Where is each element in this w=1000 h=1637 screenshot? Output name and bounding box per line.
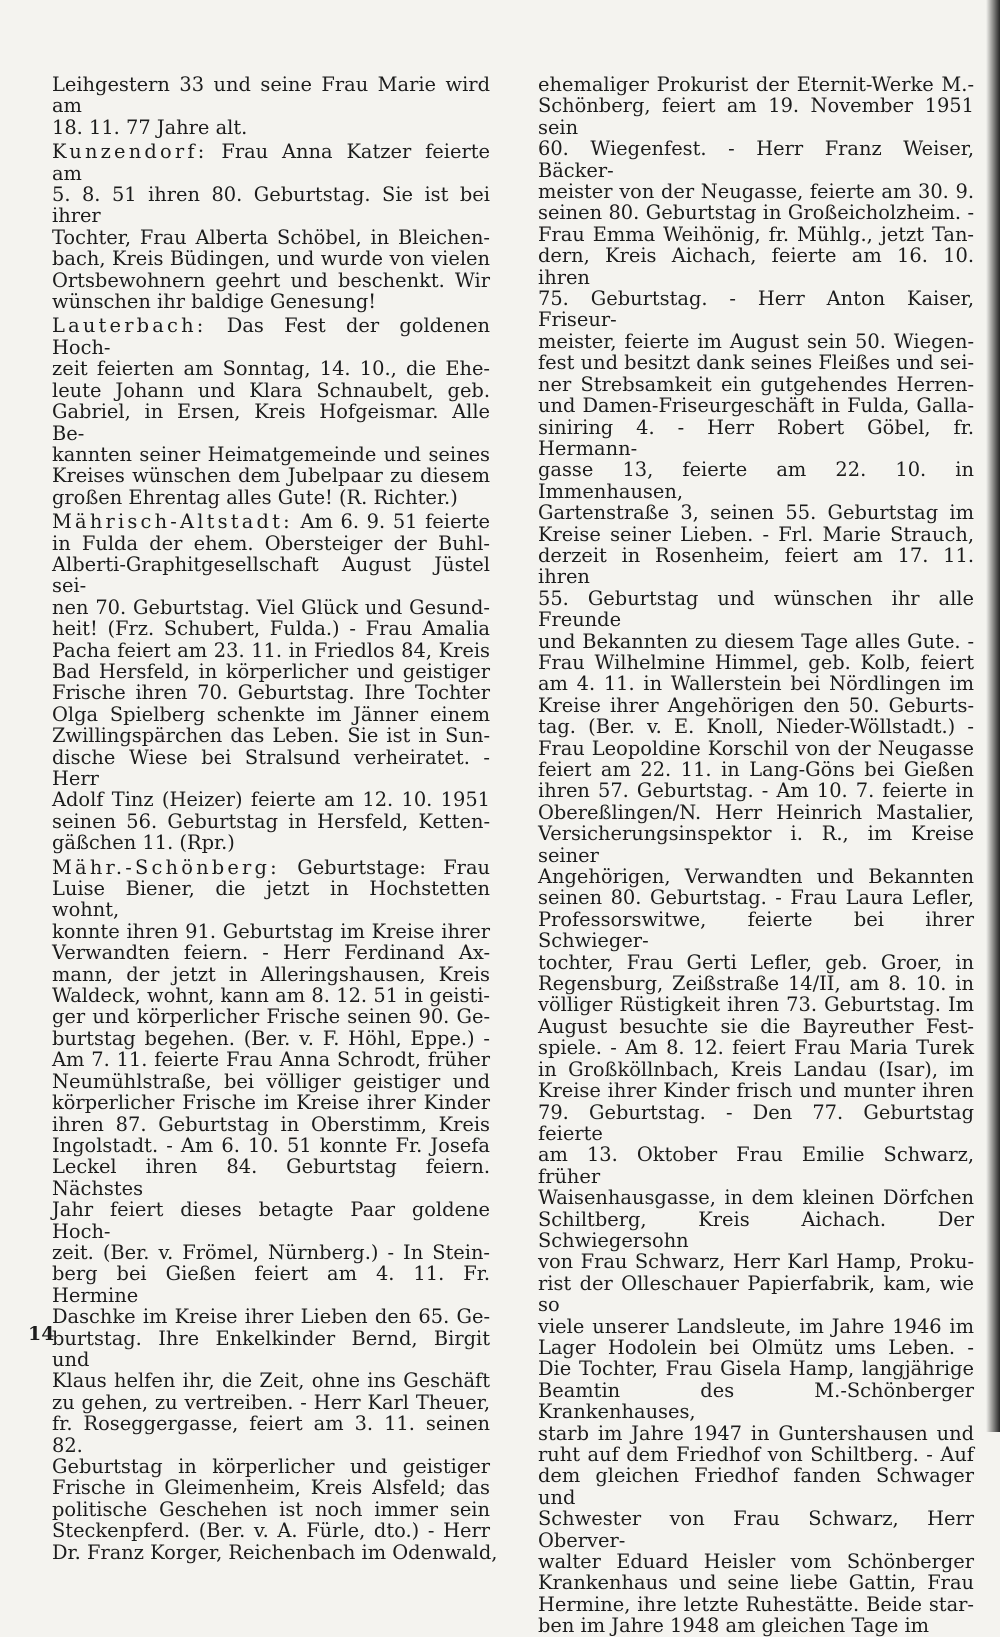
text-line: Schwester von Frau Schwarz, Herr Oberver- xyxy=(538,1507,974,1552)
text-line: Angehörigen, Verwandten und Bekannten xyxy=(538,865,974,889)
text-line: kannten seiner Heimatgemeinde und seines xyxy=(52,442,490,466)
text-line: am 13. Oktober Frau Emilie Schwarz, früher xyxy=(538,1143,974,1188)
text-line: August besuchte sie die Bayreuther Fest- xyxy=(538,1014,974,1038)
text-line: Neumühlstraße, bei völliger geistiger und xyxy=(52,1069,490,1093)
text-line: zeit feierten am Sonntag, 14. 10., die Ehe- xyxy=(52,357,490,381)
text-line: Waisenhausgasse, in dem kleinen Dörfchen xyxy=(538,1186,974,1210)
text-line: Frau Emma Weihönig, fr. Mühlg., jetzt Tan- xyxy=(538,222,974,246)
text-line: Steckenpferd. (Ber. v. A. Fürle, dto.) - Herr xyxy=(52,1519,490,1543)
text-line: großen Ehrentag alles Gute! (R. Richter.) xyxy=(52,485,458,509)
text-line: viele unserer Landsleute, im Jahre 1946 im xyxy=(538,1314,974,1338)
text-line: und Damen-Friseurgeschäft in Fulda, Galla- xyxy=(538,394,974,418)
text-line: Frische ihren 70. Geburtstag. Ihre Tochter xyxy=(52,681,490,705)
text-line: Pacha feiert am 23. 11. in Friedlos 84, Kreis xyxy=(52,638,490,662)
text-line: gäßchen 11. (Rpr.) xyxy=(52,831,235,855)
text-line: politische Geschehen ist noch immer sein xyxy=(52,1497,490,1521)
text-line: ner Strebsamkeit ein gutgehendes Herren- xyxy=(538,372,974,396)
text-line: Gabriel, in Ersen, Kreis Hofgeismar. Alle Be- xyxy=(52,400,490,445)
text-line: ehemaliger Prokurist der Eternit-Werke M.- xyxy=(538,73,974,96)
text-line: ruht auf dem Friedhof von Schiltberg. - Auf xyxy=(538,1443,974,1466)
text-line: Regensburg, Zeißstraße 14/II, am 8. 10. in xyxy=(538,972,974,996)
text-line: Luise Biener, die jetzt in Hochstetten wohnt, xyxy=(52,877,490,922)
text-line: 5. 8. 51 ihren 80. Geburtstag. Sie ist bei ihrer xyxy=(52,183,490,228)
text-line: fr. Roseggergasse, feiert am 3. 11. seinen 82. xyxy=(52,1412,490,1457)
text-line: Ingolstadt. - Am 6. 10. 51 konnte Fr. Josefa xyxy=(52,1133,490,1157)
text-line: nen 70. Geburtstag. Viel Glück und Gesund- xyxy=(52,595,490,619)
text-line: ger und körperlicher Frische seinen 90. Ge- xyxy=(52,1005,490,1029)
text-line: Olga Spielberg schenkte im Jänner einem xyxy=(52,702,490,726)
text-line: konnte ihren 91. Geburtstag im Kreise ihrer xyxy=(52,919,490,943)
text-line: zu gehen, zu vertreiben. - Herr Karl Theuer, xyxy=(52,1390,490,1414)
text-line: Leckel ihren 84. Geburtstag feiern. Nächstes xyxy=(52,1155,490,1200)
text-line: burtstag begehen. (Ber. v. F. Höhl, Eppe.) - xyxy=(52,1026,490,1050)
text-line: bach, Kreis Büdingen, und wurde von vielen xyxy=(52,247,490,271)
text-line: burtstag. Ihre Enkelkinder Bernd, Birgit und xyxy=(52,1326,490,1371)
text-line: dern, Kreis Aichach, feierte am 16. 10. ihren xyxy=(538,244,974,289)
text-line: völliger Rüstigkeit ihren 73. Geburtstag. Im xyxy=(538,993,974,1017)
text-line: Daschke im Kreise ihrer Lieben den 65. Ge- xyxy=(52,1305,490,1329)
text-line xyxy=(52,511,490,532)
place-heading: Lauterbach: xyxy=(52,314,207,338)
text-line: feiert am 22. 11. in Lang-Göns bei Gießen xyxy=(538,758,974,781)
text-line: und Bekannten zu diesem Tage alles Gute. - xyxy=(538,629,974,653)
text-line: Kreise ihrer Kinder frisch und munter ihren xyxy=(538,1079,974,1103)
column-paragraph xyxy=(538,74,974,1637)
column-paragraph xyxy=(52,855,498,1564)
text-line: meister von der Neugasse, feierte am 30. 9. xyxy=(538,180,974,204)
text-line: Lager Hodolein bei Olmütz ums Leben. - xyxy=(538,1335,974,1359)
text-line: zeit. (Ber. v. Frömel, Nürnberg.) - In Stein- xyxy=(52,1240,490,1264)
page-number: 14 xyxy=(28,1323,55,1345)
column-paragraph xyxy=(52,511,490,854)
text-line: Waldeck, wohnt, kann am 8. 12. 51 in geisti- xyxy=(52,984,490,1008)
text-line xyxy=(52,141,490,184)
text-line: Verwandten feiern. - Herr Ferdinand Ax- xyxy=(52,941,490,965)
text-line: ben im Jahre 1948 am gleichen Tage im xyxy=(538,1614,930,1637)
text-line: 75. Geburtstag. - Herr Anton Kaiser, Friseur- xyxy=(538,287,974,332)
text-line: in Großköllnbach, Kreis Landau (Isar), im xyxy=(538,1057,974,1081)
text-line: körperlicher Frische im Kreise ihrer Kinder xyxy=(52,1091,490,1115)
text-line: Beamtin des M.-Schönberger Krankenhauses, xyxy=(538,1378,974,1424)
text-line: 79. Geburtstag. - Den 77. Geburtstag feierte xyxy=(538,1100,974,1145)
text-line-rest: Frau Anna Katzer feierte am xyxy=(52,140,490,185)
text-line: Die Tochter, Frau Gisela Hamp, langjährige xyxy=(538,1357,974,1381)
column-paragraph xyxy=(52,315,490,508)
text-line: Ortsbewohnern geehrt und beschenkt. Wir xyxy=(52,268,490,292)
text-line: Kreise seiner Lieben. - Frl. Marie Strauch, xyxy=(538,522,974,546)
left-text-column xyxy=(52,73,498,1564)
text-line: gasse 13, feierte am 22. 10. in Immenhausen, xyxy=(538,458,974,503)
text-line: 55. Geburtstag und wünschen ihr alle Freunde xyxy=(538,586,974,632)
text-line: heit! (Frz. Schubert, Fulda.) - Frau Amalia xyxy=(52,617,490,641)
text-line-rest: Geburtstage: Frau xyxy=(279,855,490,879)
text-line: Am 7. 11. feierte Frau Anna Schrodt, früher xyxy=(52,1048,490,1072)
text-line: Dr. Franz Korger, Reichenbach im Odenwald, xyxy=(52,1540,498,1564)
right-text-column xyxy=(538,74,974,1637)
text-line-rest: Am 6. 9. 51 feierte xyxy=(292,510,490,534)
text-line: ihren 87. Geburtstag in Oberstimm, Kreis xyxy=(52,1112,490,1136)
text-line xyxy=(52,315,490,358)
text-line: dem gleichen Friedhof fanden Schwager und xyxy=(538,1464,974,1509)
text-line: rist der Olleschauer Papierfabrik, kam, wie so xyxy=(538,1271,974,1317)
text-line: mann, der jetzt in Alleringshausen, Kreis xyxy=(52,962,490,986)
text-line: Geburtstag in körperlicher und geistiger xyxy=(52,1455,490,1478)
text-line: Frau Leopoldine Korschil von der Neugasse xyxy=(538,736,974,760)
text-line: berg bei Gießen feiert am 4. 11. Fr. Hermine xyxy=(52,1262,490,1307)
text-line: derzeit in Rosenheim, feiert am 17. 11. ihren xyxy=(538,543,974,589)
text-line: Leihgestern 33 und seine Frau Marie wird am xyxy=(52,73,490,118)
text-line: walter Eduard Heisler vom Schönberger xyxy=(538,1550,974,1574)
place-heading: Mähr.-Schönberg: xyxy=(52,855,280,879)
text-line: Schiltberg, Kreis Aichach. Der Schwiegersohn xyxy=(538,1207,974,1252)
text-line: Jahr feiert dieses betagte Paar goldene Hoch- xyxy=(52,1198,490,1243)
text-line: in Fulda der ehem. Obersteiger der Buhl- xyxy=(52,531,490,555)
text-line: Adolf Tinz (Heizer) feierte am 12. 10. 1951 xyxy=(52,788,490,812)
text-line: seinen 80. Geburtstag. - Frau Laura Lefler, xyxy=(538,886,974,910)
text-line: Kreise ihrer Angehörigen den 50. Geburts- xyxy=(538,693,974,717)
text-line: Professorswitwe, feierte bei ihrer Schwieger- xyxy=(538,907,974,953)
text-line: dische Wiese bei Stralsund verheiratet. - Herr xyxy=(52,745,490,790)
text-line: siniring 4. - Herr Robert Göbel, fr. Hermann- xyxy=(538,415,974,460)
place-heading: Mährisch-Altstadt: xyxy=(52,510,293,534)
text-line: tag. (Ber. v. E. Knoll, Nieder-Wöllstadt.) - xyxy=(538,715,974,739)
column-paragraph xyxy=(52,141,490,312)
text-line: Frische in Gleimenheim, Kreis Alsfeld; das xyxy=(52,1476,490,1500)
text-line: leute Johann und Klara Schnaubelt, geb. xyxy=(52,378,490,402)
binding-edge-shadow xyxy=(986,0,1000,1432)
text-line: am 4. 11. in Wallerstein bei Nördlingen im xyxy=(538,672,974,696)
place-heading: Kunzendorf: xyxy=(52,140,208,164)
text-line: Tochter, Frau Alberta Schöbel, in Bleichen- xyxy=(52,225,490,249)
text-line: fest und besitzt dank seines Fleißes und sei- xyxy=(538,351,974,375)
text-line: seinen 80. Geburtstag in Großeicholzheim. - xyxy=(538,201,974,225)
text-line: Schönberg, feiert am 19. November 1951 sein xyxy=(538,94,974,139)
text-line: Zwillingspärchen das Leben. Sie ist in Sun- xyxy=(52,724,490,748)
text-line: Bad Hersfeld, in körperlicher und geistiger xyxy=(52,659,490,683)
text-line: tochter, Frau Gerti Lefler, geb. Groer, in xyxy=(538,950,974,974)
text-line: 60. Wiegenfest. - Herr Franz Weiser, Bäcker- xyxy=(538,137,974,182)
text-line: seinen 56. Geburtstag in Hersfeld, Ketten- xyxy=(52,809,490,833)
text-line: 18. 11. 77 Jahre alt. xyxy=(52,115,248,139)
text-line: Krankenhaus und seine liebe Gattin, Frau xyxy=(538,1571,974,1595)
text-line: Versicherungsinspektor i. R., im Kreise seiner xyxy=(538,822,974,867)
text-line: ihren 57. Geburtstag. - Am 10. 7. feierte in xyxy=(538,779,974,803)
text-line: Hermine, ihre letzte Ruhestätte. Beide star- xyxy=(538,1592,974,1616)
text-line: Kreises wünschen dem Jubelpaar zu diesem xyxy=(52,464,490,488)
text-line-rest: Das Fest der goldenen Hoch- xyxy=(52,314,490,359)
text-line: spiele. - Am 8. 12. feiert Frau Maria Turek xyxy=(538,1036,974,1060)
text-line: Alberti-Graphitgesellschaft August Jüstel sei- xyxy=(52,552,490,598)
column-paragraph xyxy=(52,74,490,138)
text-line: wünschen ihr baldige Genesung! xyxy=(52,290,377,314)
text-line: Frau Wilhelmine Himmel, geb. Kolb, feiert xyxy=(538,650,974,674)
text-line: von Frau Schwarz, Herr Karl Hamp, Proku- xyxy=(538,1250,974,1274)
text-line: Klaus helfen ihr, die Zeit, ohne ins Geschäft xyxy=(52,1369,490,1393)
text-line: meister, feierte im August sein 50. Wiegen- xyxy=(538,329,974,353)
text-line xyxy=(52,857,490,878)
text-line: starb im Jahre 1947 in Guntershausen und xyxy=(538,1421,974,1445)
text-line: Gartenstraße 3, seinen 55. Geburtstag im xyxy=(538,501,974,525)
text-line: Obereßlingen/N. Herr Heinrich Mastalier, xyxy=(538,800,974,824)
